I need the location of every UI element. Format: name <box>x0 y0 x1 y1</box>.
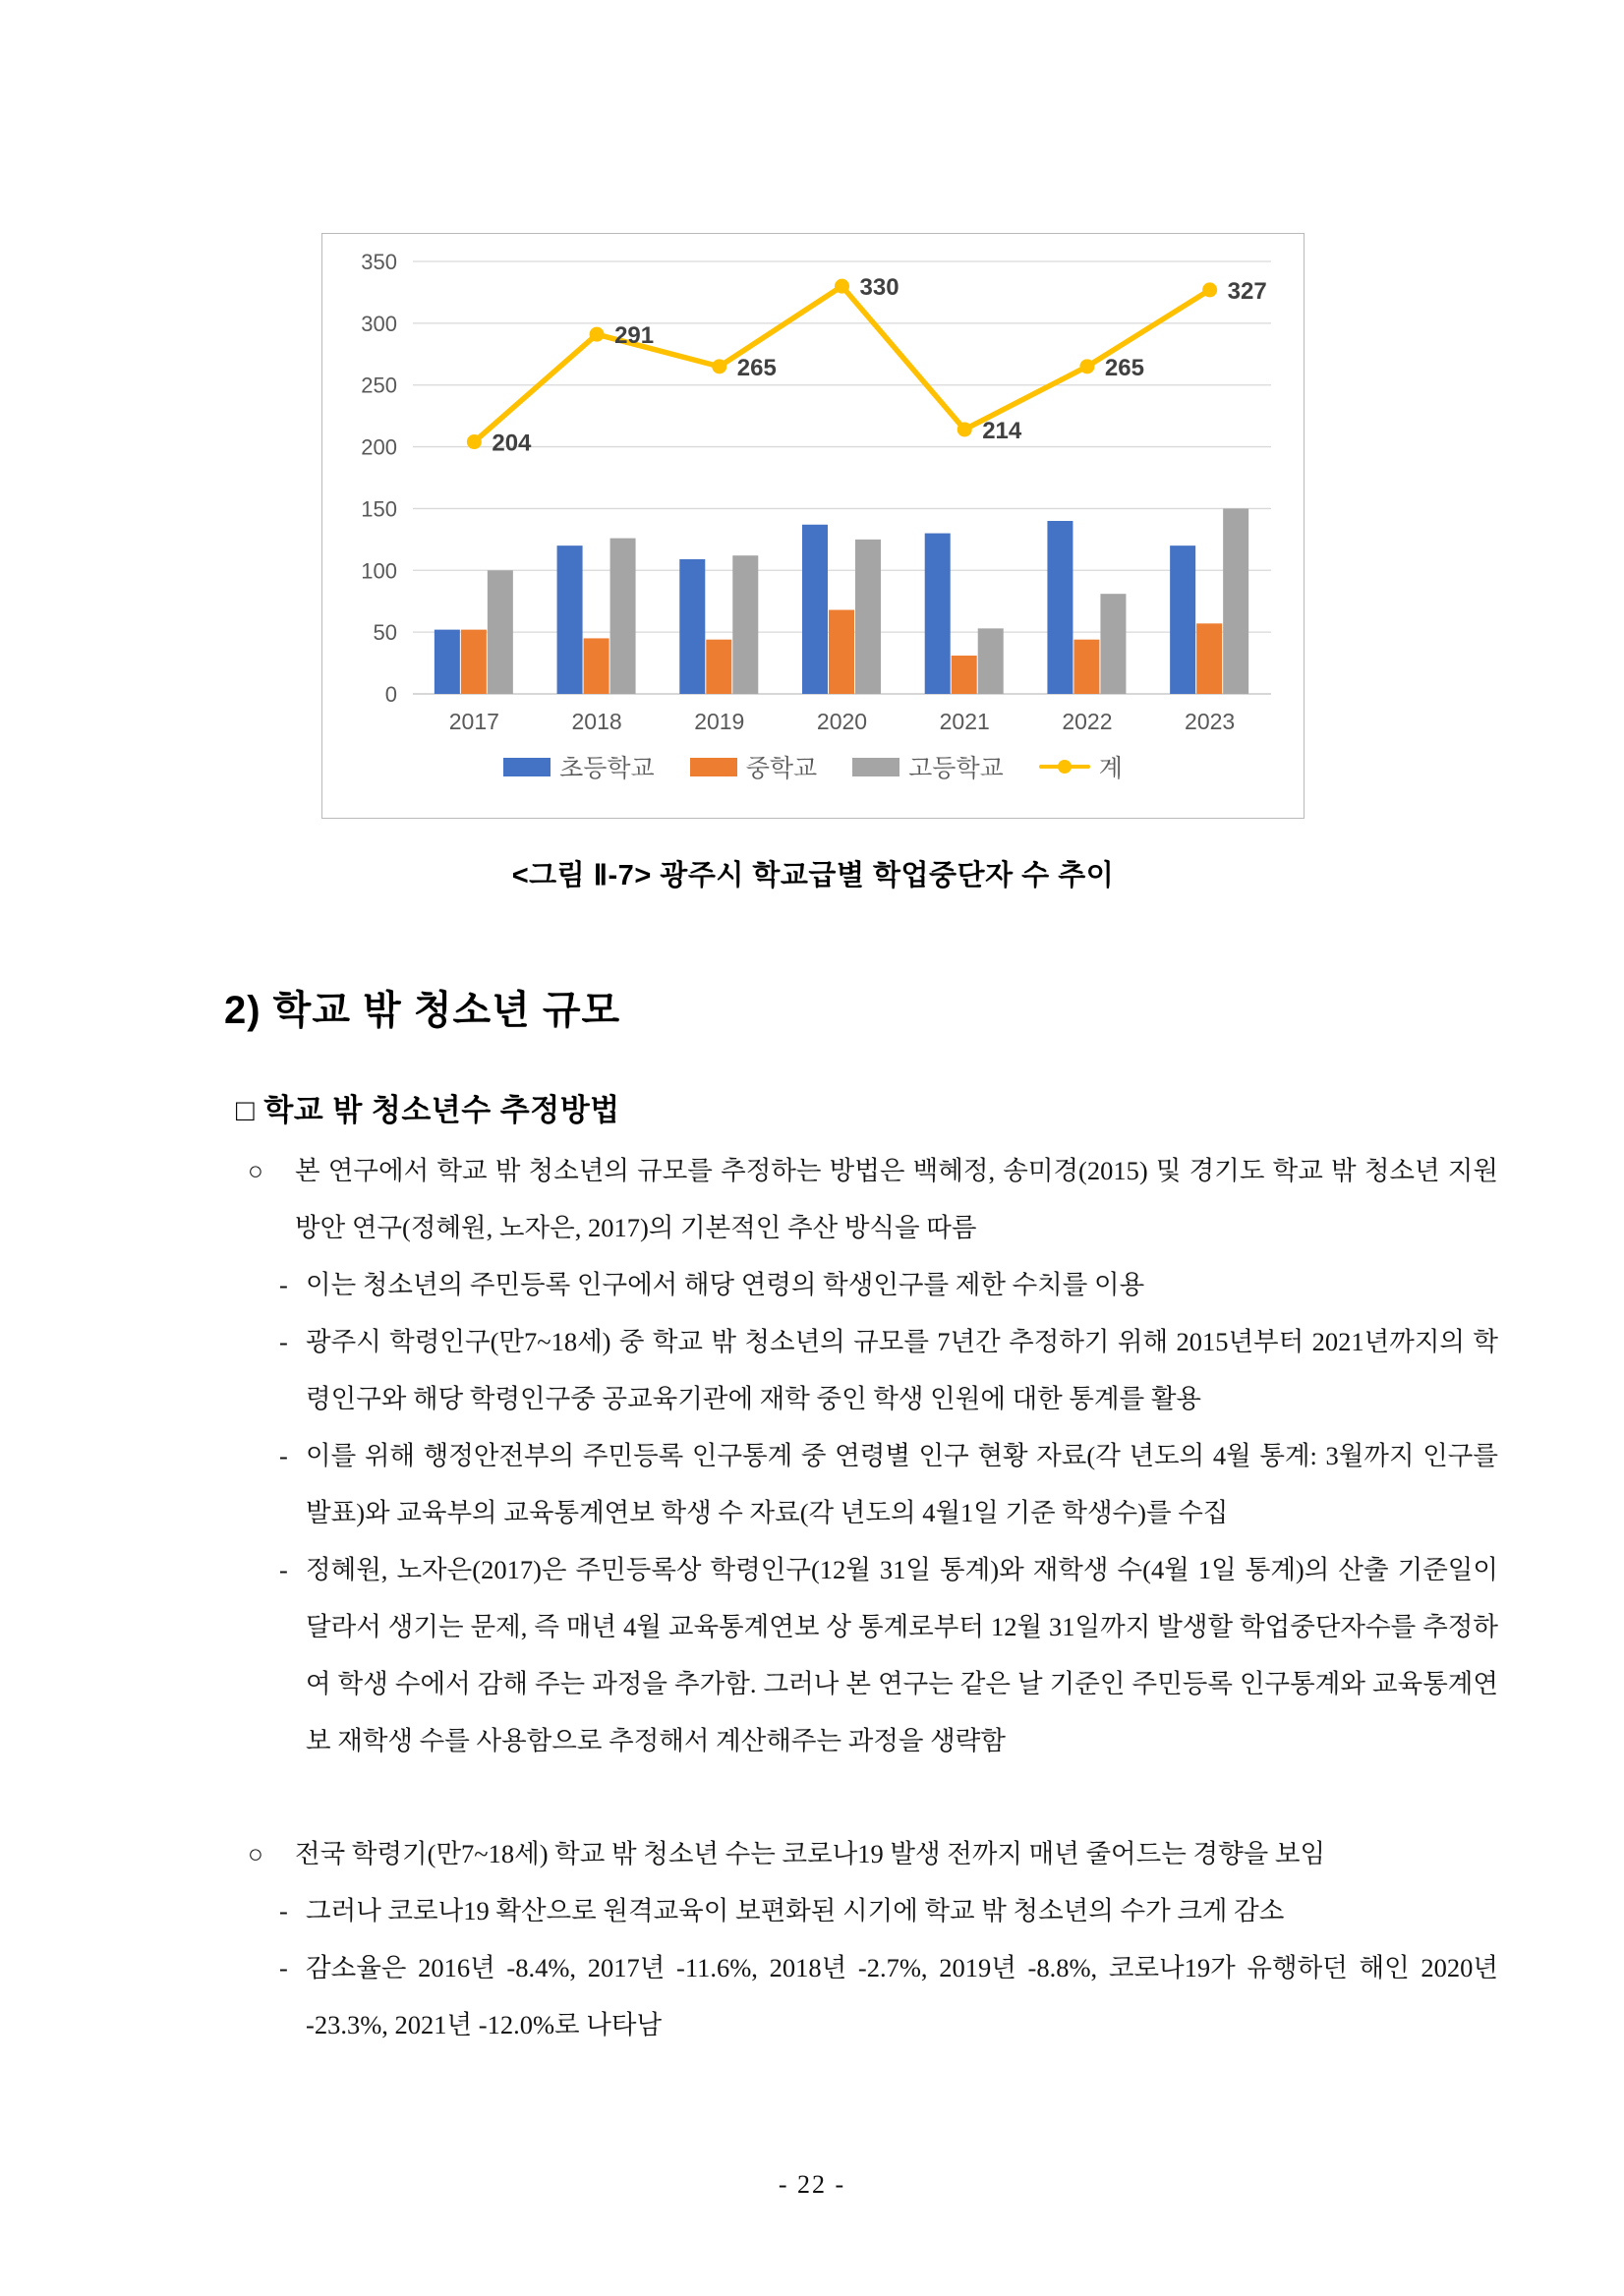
bullet-text: 정혜원, 노자은(2017)은 주민등록상 학령인구(12월 31일 통계)와 재학생 수(4월 1일 통계)의 산출 기준일이 달라서 생기는 문제, 즉 매년 4월 교육통계연보 상 통계로부터 12월 31일까지 발생할 학업중단자수를 추정하여 학생 수에서 감해 주는 과정을 추가함. 그러나 본 연구는 같은 날 기준인 주민등록 인구통계와 교육통계연보 재학생 수를 사용함으로 추정해서 계산해주는 과정을 생략함 <box>306 1555 1498 1755</box>
svg-text:150: 150 <box>361 496 397 522</box>
bullet-marker: - <box>279 1441 288 1470</box>
bullet-list <box>248 1142 1498 2053</box>
section-heading: 2) 학교 밖 청소년 규모 <box>224 989 621 1032</box>
bullet-marker: - <box>279 1953 288 1982</box>
legend-label: 계 <box>1098 755 1123 782</box>
figure-caption: <그림 Ⅱ-7> 광주시 학교급별 학업중단자 수 추이 <box>511 860 1115 891</box>
legend-item <box>1039 749 1123 784</box>
dropout-trend-chart <box>322 234 1304 745</box>
legend-label: 초등학교 <box>559 755 655 782</box>
svg-text:2021: 2021 <box>939 709 990 734</box>
figure-chart-box <box>321 233 1305 819</box>
svg-text:265: 265 <box>736 354 777 381</box>
legend-item <box>852 749 1004 784</box>
legend-bar-swatch-icon <box>690 758 737 776</box>
svg-text:350: 350 <box>361 250 397 274</box>
legend-bar-swatch-icon <box>852 758 899 776</box>
svg-text:250: 250 <box>361 373 397 398</box>
legend-bar-swatch-icon <box>503 758 551 776</box>
svg-text:327: 327 <box>1227 277 1267 305</box>
bullet-marker: - <box>279 1896 288 1925</box>
svg-text:2019: 2019 <box>694 709 745 734</box>
svg-text:2020: 2020 <box>816 709 868 734</box>
svg-text:100: 100 <box>361 558 397 584</box>
bullet-item <box>248 1142 1498 1256</box>
svg-text:2023: 2023 <box>1185 709 1236 734</box>
bullet-item <box>279 1939 1498 2053</box>
svg-text:204: 204 <box>492 430 532 457</box>
svg-text:291: 291 <box>614 322 655 350</box>
svg-text:200: 200 <box>361 434 397 460</box>
svg-text:330: 330 <box>859 274 899 302</box>
bullet-item <box>279 1313 1498 1427</box>
bullet-marker: - <box>279 1555 288 1584</box>
chart-legend <box>322 749 1304 784</box>
bullet-text: 광주시 학령인구(만7~18세) 중 학교 밖 청소년의 규모를 7년간 추정하기 위해 2015년부터 2021년까지의 학령인구와 해당 학령인구중 공교육기관에 재학 중인 학생 인원에 대한 통계를 활용 <box>306 1327 1498 1413</box>
page-number: - 22 - <box>778 2170 846 2199</box>
svg-text:265: 265 <box>1104 354 1144 381</box>
svg-text:2018: 2018 <box>571 709 622 734</box>
bullet-text: 이를 위해 행정안전부의 주민등록 인구통계 중 연령별 인구 현황 자료(각 년도의 4월 통계: 3월까지 인구를 발표)와 교육부의 교육통계연보 학생 수 자료(각 년도의 4월1일 기준 학생수)를 수집 <box>306 1441 1498 1527</box>
legend-item <box>690 749 817 784</box>
bullet-text: 감소율은 2016년 -8.4%, 2017년 -11.6%, 2018년 -2.7%, 2019년 -8.8%, 코로나19가 유행하던 해인 2020년 -23.3%, 2021년 -12.0%로 나타남 <box>306 1953 1498 2039</box>
bullet-marker: ○ <box>248 1839 264 1868</box>
svg-text:0: 0 <box>384 682 397 707</box>
bullet-item <box>279 1427 1498 1541</box>
bullet-marker: ○ <box>248 1156 264 1185</box>
legend-label: 중학교 <box>745 755 818 782</box>
legend-line-dot-icon <box>1058 760 1072 774</box>
bullet-item <box>279 1256 1498 1313</box>
bullet-item <box>248 1825 1498 1882</box>
bullet-marker: - <box>279 1270 288 1299</box>
subsection-heading: □ 학교 밖 청소년수 추정방법 <box>236 1093 620 1127</box>
bullet-text: 그러나 코로나19 확산으로 원격교육이 보편화된 시기에 학교 밖 청소년의 수가 크게 감소 <box>306 1896 1285 1925</box>
svg-text:2017: 2017 <box>448 709 499 734</box>
bullet-text: 이는 청소년의 주민등록 인구에서 해당 연령의 학생인구를 제한 수치를 이용 <box>306 1270 1145 1299</box>
svg-text:50: 50 <box>373 620 397 646</box>
bullet-text: 본 연구에서 학교 밖 청소년의 규모를 추정하는 방법은 백혜정, 송미경(2015) 및 경기도 학교 밖 청소년 지원방안 연구(정혜원, 노자은, 2017)의 기본적인 추산 방식을 따름 <box>295 1156 1498 1242</box>
svg-text:214: 214 <box>982 417 1022 444</box>
bullet-marker: - <box>279 1327 288 1356</box>
bullet-text: 전국 학령기(만7~18세) 학교 밖 청소년 수는 코로나19 발생 전까지 매년 줄어드는 경향을 보임 <box>295 1839 1326 1868</box>
legend-label: 고등학교 <box>908 755 1004 782</box>
legend-line-swatch-icon <box>1039 765 1090 769</box>
svg-text:300: 300 <box>361 311 397 336</box>
svg-text:2022: 2022 <box>1062 709 1113 734</box>
legend-item <box>503 749 655 784</box>
bullet-item <box>279 1882 1498 1939</box>
bullet-item <box>279 1541 1498 1769</box>
